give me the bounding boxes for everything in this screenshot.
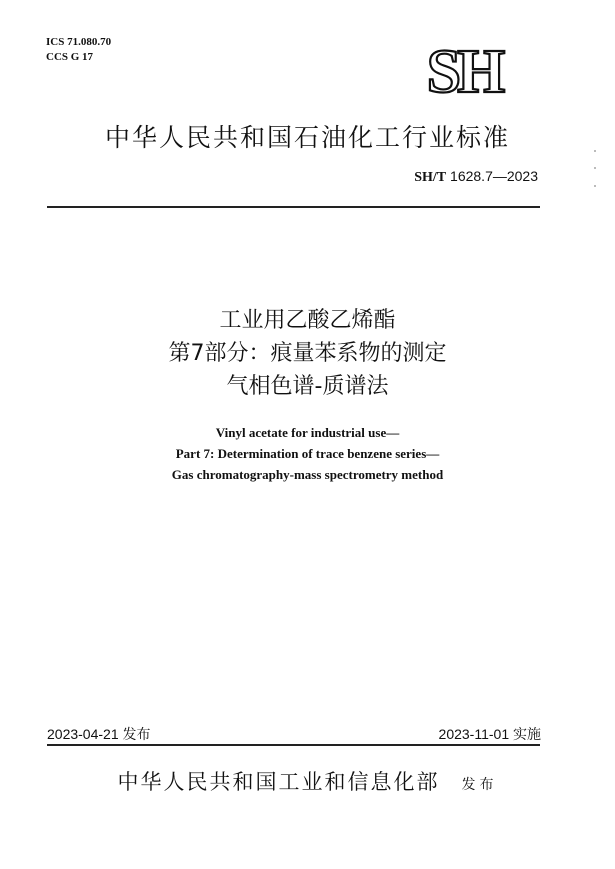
standard-category-title: 中华人民共和国石油化工行业标准	[104, 123, 510, 152]
chinese-title-line-2: 第7部分：痕量苯系物的测定	[168, 341, 447, 366]
english-title	[0, 422, 615, 485]
standard-number-value: 1628.7—2023	[450, 168, 538, 184]
publisher	[0, 766, 615, 796]
classification-codes	[46, 35, 111, 65]
implement-date: 2023-11-01 实施	[438, 726, 541, 742]
footer-divider	[47, 744, 540, 746]
svg-text:SH: SH	[426, 42, 502, 98]
chinese-title-line-3: 气相色谱-质谱法	[226, 374, 389, 399]
publisher-org: 中华人民共和国工业和信息化部	[117, 770, 440, 794]
sh-logo	[404, 42, 524, 98]
ccs-code: CCS G 17	[46, 51, 94, 63]
header-divider	[47, 206, 540, 208]
scan-mark	[594, 150, 596, 152]
ics-code: ICS 71.080.70	[46, 36, 112, 48]
chinese-title	[0, 304, 615, 403]
english-title-line-2: Part 7: Determination of trace benzene series—	[175, 446, 440, 461]
english-title-line-3: Gas chromatography-mass spectrometry method	[171, 467, 444, 482]
standard-prefix: SH/T	[414, 170, 447, 185]
chinese-title-line-1: 工业用乙酸乙烯酯	[219, 308, 396, 333]
scan-mark	[594, 185, 596, 187]
standard-number	[414, 168, 538, 186]
scan-mark	[594, 167, 596, 169]
english-title-line-1: Vinyl acetate for industrial use—	[215, 425, 400, 440]
issue-date: 2023-04-21 发布	[47, 726, 151, 742]
publisher-action: 发布	[461, 777, 498, 793]
